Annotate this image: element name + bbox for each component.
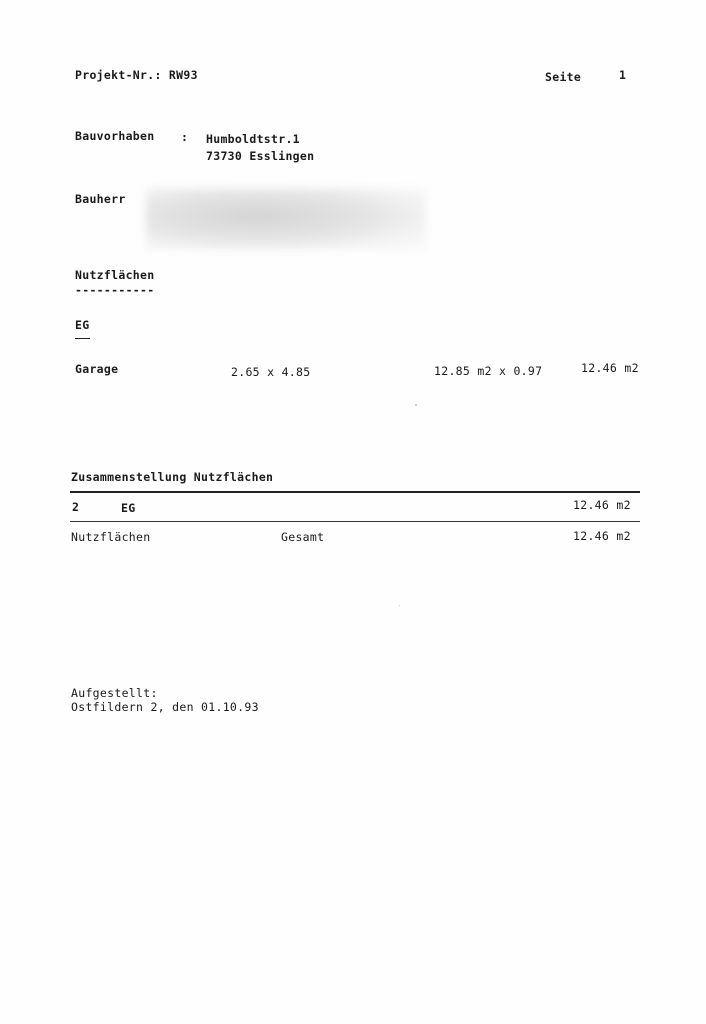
summary-top-rule (70, 491, 640, 493)
redacted-area (146, 188, 426, 250)
footer-label: Aufgestellt: (71, 686, 158, 700)
footer-place-date: Ostfildern 2, den 01.10.93 (71, 700, 259, 714)
bauvorhaben-separator: : (181, 130, 189, 144)
item-result: 12.46 m2 (581, 361, 639, 375)
page-number: 1 (619, 68, 627, 82)
scan-speck (415, 404, 417, 406)
summary-title: Zusammenstellung Nutzflächen (71, 470, 274, 484)
summary-total-label: Nutzflächen (71, 530, 151, 544)
scan-speck (399, 605, 400, 606)
section-underline: ----------- (75, 283, 155, 297)
summary-bottom-rule (70, 521, 640, 522)
section-title: Nutzflächen (75, 268, 155, 282)
summary-total-desc: Gesamt (281, 530, 325, 544)
summary-row-num: 2 (72, 500, 80, 514)
floor-underline (75, 338, 90, 339)
item-name: Garage (75, 362, 119, 376)
project-number: Projekt-Nr.: RW93 (75, 68, 198, 82)
bauvorhaben-street: Humboldtstr.1 (206, 132, 300, 146)
summary-row-label: EG (121, 501, 136, 515)
item-calculation: 12.85 m2 x 0.97 (434, 364, 543, 378)
item-dimensions: 2.65 x 4.85 (231, 365, 311, 379)
bauvorhaben-city: 73730 Esslingen (206, 149, 315, 163)
summary-total-value: 12.46 m2 (573, 529, 631, 543)
page-label: Seite (545, 70, 582, 84)
floor-label: EG (75, 318, 90, 332)
bauvorhaben-label: Bauvorhaben (75, 129, 155, 143)
bauherr-label: Bauherr (75, 192, 126, 206)
summary-row-value: 12.46 m2 (573, 498, 631, 512)
